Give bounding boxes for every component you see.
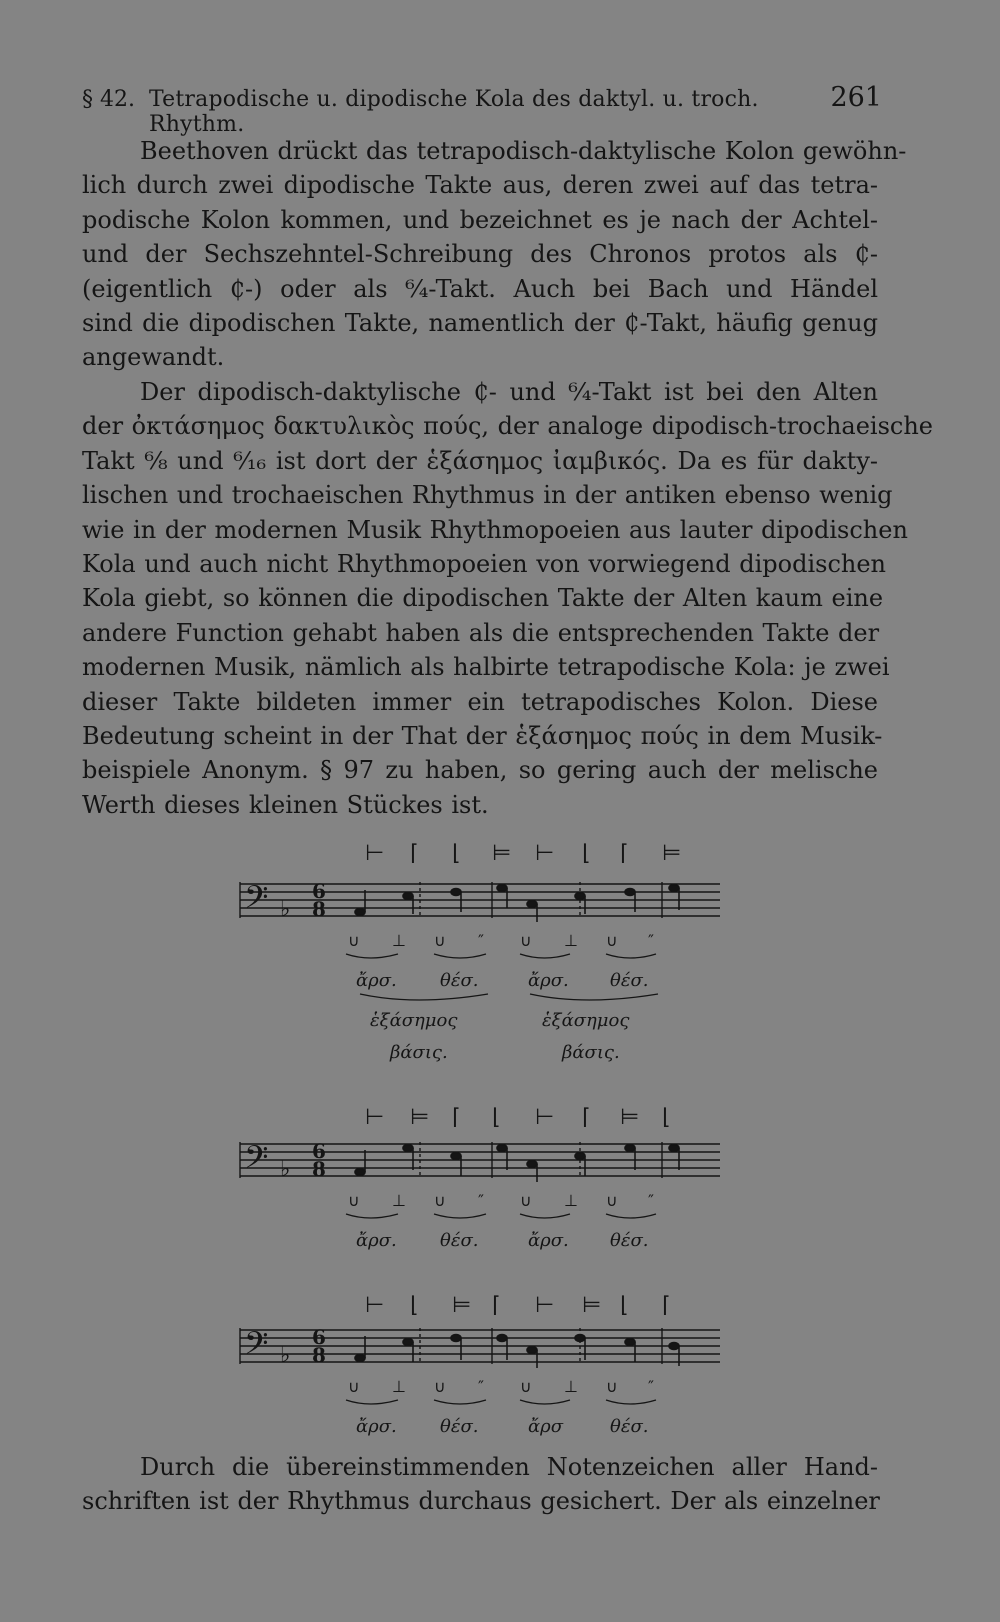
flat-icon: ♭ bbox=[280, 1157, 291, 1182]
rhythm-signs bbox=[365, 1105, 671, 1130]
music-example-1 bbox=[230, 828, 730, 1068]
rhythm-sign: ⌊ bbox=[662, 1105, 671, 1130]
rhythm-signs bbox=[365, 1293, 671, 1318]
syllables bbox=[356, 1230, 649, 1251]
section-number: § 42. bbox=[82, 87, 135, 112]
rhythm-sign: ⊨ bbox=[582, 1293, 602, 1318]
syllable: ἄρσ. bbox=[528, 970, 569, 991]
meter-mark: ∪ bbox=[434, 1191, 446, 1210]
text-line: und der Sechszehntel-Schreibung des Chronos protos als ₵- bbox=[82, 240, 878, 269]
staff-system-2 bbox=[230, 1092, 730, 1252]
note-head bbox=[575, 1335, 585, 1342]
rhythm-sign: ⊨ bbox=[620, 1105, 640, 1130]
syllable: ἄρσ bbox=[528, 1416, 564, 1437]
meter-mark: ∪ bbox=[348, 931, 360, 950]
rhythm-sign: ⌊ bbox=[410, 1293, 419, 1318]
syllable: θέσ. bbox=[610, 970, 649, 991]
meter-mark: ⊥ bbox=[392, 931, 406, 950]
note-head bbox=[451, 889, 461, 896]
rhythm-sign: ⊨ bbox=[452, 1293, 472, 1318]
text-line: schriften ist der Rhythmus durchaus gesichert. Der als einzelner bbox=[82, 1487, 880, 1516]
meter-mark: ∪ bbox=[520, 931, 532, 950]
meter-mark: ⊥ bbox=[564, 1191, 578, 1210]
text-line: wie in der modernen Musik Rhythmopoeien aus lauter dipodischen bbox=[82, 515, 908, 544]
note-head bbox=[527, 1347, 537, 1354]
note-head bbox=[625, 1145, 635, 1152]
syllables bbox=[356, 1416, 649, 1437]
group-label: βάσις. bbox=[390, 1042, 448, 1063]
meter-mark: ∪ bbox=[434, 931, 446, 950]
note-head bbox=[451, 1153, 461, 1160]
text-line: Takt ⁶⁄₈ und ⁶⁄₁₆ ist dort der ἑξάσημος ἰαμβικός. Da es für dakty- bbox=[82, 446, 878, 475]
meter-mark: ⊥ bbox=[564, 1377, 578, 1396]
meter-mark: ∪ bbox=[520, 1377, 532, 1396]
note-head bbox=[575, 1153, 585, 1160]
time-signature-bottom: 8 bbox=[312, 897, 326, 921]
text-line: Bedeutung scheint in der That der ἑξάσημος πούς in dem Musik- bbox=[82, 721, 883, 750]
meter-mark: ″ bbox=[648, 1377, 654, 1396]
time-signature-top: 6 bbox=[312, 879, 326, 903]
bass-clef-icon: 𝄢 bbox=[244, 1325, 269, 1369]
note-head bbox=[497, 885, 507, 892]
note-head bbox=[527, 1161, 537, 1168]
rhythm-sign: ⊢ bbox=[365, 1105, 385, 1130]
syllable: ἄρσ. bbox=[356, 970, 397, 991]
syllable: ἄρσ. bbox=[356, 1416, 397, 1437]
time-signature-top: 6 bbox=[312, 1139, 326, 1163]
rhythm-sign: ⌈ bbox=[582, 1105, 591, 1130]
rhythm-sign: ⊢ bbox=[365, 1293, 385, 1318]
meter-mark: ″ bbox=[478, 1191, 484, 1210]
text-line: Durch die übereinstimmenden Notenzeichen aller Hand- bbox=[140, 1453, 878, 1481]
time-signature-bottom: 8 bbox=[312, 1157, 326, 1181]
flat-icon: ♭ bbox=[280, 1343, 291, 1368]
text-line: Der dipodisch-daktylische ₵- und ⁶⁄₄-Takt ist bei den Alten bbox=[140, 378, 878, 406]
running-header bbox=[82, 82, 882, 137]
group-label: ἑξάσημος bbox=[370, 1010, 458, 1031]
meter-mark: ∪ bbox=[348, 1191, 360, 1210]
text-line: Beethoven drückt das tetrapodisch-daktylische Kolon gewöhn- bbox=[140, 137, 907, 165]
notes bbox=[355, 1335, 679, 1369]
meter-marks bbox=[348, 1377, 654, 1396]
note-head bbox=[355, 909, 365, 916]
text-line: angewandt. bbox=[82, 343, 225, 372]
rhythm-signs bbox=[365, 841, 681, 866]
group-label: βάσις. bbox=[562, 1042, 620, 1063]
rhythm-sign: ⌈ bbox=[410, 841, 419, 866]
meter-mark: ⊥ bbox=[564, 931, 578, 950]
staff-system-1 bbox=[230, 828, 730, 1068]
text-line: Kola und auch nicht Rhythmopoeien von vorwiegend dipodischen bbox=[82, 549, 887, 578]
syllable: θέσ. bbox=[610, 1230, 649, 1251]
meter-mark: ∪ bbox=[606, 1191, 618, 1210]
meter-mark: ∪ bbox=[348, 1377, 360, 1396]
note-head bbox=[451, 1335, 461, 1342]
slurs bbox=[346, 1400, 656, 1404]
syllable: ἄρσ. bbox=[356, 1230, 397, 1251]
note-head bbox=[403, 1145, 413, 1152]
note-head bbox=[403, 1339, 413, 1346]
syllable: θέσ. bbox=[610, 1416, 649, 1437]
rhythm-sign: ⊨ bbox=[492, 841, 512, 866]
meter-marks bbox=[348, 1191, 654, 1210]
staff-system-3 bbox=[230, 1280, 730, 1440]
text-line: andere Function gehabt haben als die entsprechenden Takte der bbox=[82, 618, 880, 647]
text-line: (eigentlich ₵-) oder als ⁶⁄₄-Takt. Auch bei Bach und Händel bbox=[82, 274, 878, 303]
note-head bbox=[403, 893, 413, 900]
meter-mark: ∪ bbox=[520, 1191, 532, 1210]
rhythm-sign: ⊢ bbox=[535, 841, 555, 866]
text-line: Werth dieses kleinen Stückes ist. bbox=[82, 790, 489, 819]
meter-marks bbox=[348, 931, 654, 950]
text-line: dieser Takte bildeten immer ein tetrapodisches Kolon. Diese bbox=[82, 687, 878, 716]
time-signature-top: 6 bbox=[312, 1325, 326, 1349]
meter-mark: ″ bbox=[648, 1191, 654, 1210]
running-title: Tetrapodische u. dipodische Kola des daktyl. u. troch. Rhythm. bbox=[148, 87, 759, 137]
page-number: 261 bbox=[830, 82, 882, 113]
note-head bbox=[497, 1145, 507, 1152]
note-head bbox=[527, 901, 537, 908]
syllable: θέσ. bbox=[440, 1230, 479, 1251]
paragraph-3 bbox=[82, 1450, 878, 1519]
meter-mark: ″ bbox=[648, 931, 654, 950]
group-label: ἑξάσημος bbox=[542, 1010, 630, 1031]
note-head bbox=[625, 889, 635, 896]
meter-mark: ∪ bbox=[606, 931, 618, 950]
syllable: θέσ. bbox=[440, 1416, 479, 1437]
note-head bbox=[669, 1145, 679, 1152]
rhythm-sign: ⌈ bbox=[452, 1105, 461, 1130]
rhythm-sign: ⌊ bbox=[452, 841, 461, 866]
syllable: θέσ. bbox=[440, 970, 479, 991]
rhythm-sign: ⌈ bbox=[662, 1293, 671, 1318]
music-example-2 bbox=[230, 1092, 730, 1252]
rhythm-sign: ⌈ bbox=[620, 841, 629, 866]
rhythm-sign: ⌊ bbox=[620, 1293, 629, 1318]
paragraph-1 bbox=[82, 134, 907, 375]
text-line: beispiele Anonym. § 97 zu haben, so gering auch der melische bbox=[82, 756, 878, 785]
text-line: der ὀκτάσημος δακτυλικὸς πούς, der analoge dipodisch-trochaeische bbox=[82, 412, 934, 441]
text-line: lich durch zwei dipodische Takte aus, deren zwei auf das tetra- bbox=[82, 171, 878, 200]
meter-mark: ⊥ bbox=[392, 1191, 406, 1210]
flat-icon: ♭ bbox=[280, 897, 291, 922]
meter-mark: ⊥ bbox=[392, 1377, 406, 1396]
note-head bbox=[355, 1169, 365, 1176]
bass-clef-icon: 𝄢 bbox=[244, 879, 269, 923]
paragraph-2 bbox=[82, 375, 934, 822]
slurs bbox=[346, 1214, 656, 1218]
text-line: modernen Musik, nämlich als halbirte tetrapodische Kola: je zwei bbox=[82, 653, 890, 682]
note-head bbox=[355, 1355, 365, 1362]
meter-mark: ″ bbox=[478, 931, 484, 950]
rhythm-sign: ⊨ bbox=[662, 841, 682, 866]
note-head bbox=[575, 893, 585, 900]
meter-mark: ″ bbox=[478, 1377, 484, 1396]
note-head bbox=[497, 1335, 507, 1342]
note-head bbox=[625, 1339, 635, 1346]
rhythm-sign: ⌊ bbox=[492, 1105, 501, 1130]
text-line: lischen und trochaeischen Rhythmus in der antiken ebenso wenig bbox=[82, 481, 893, 510]
rhythm-sign: ⊢ bbox=[535, 1293, 555, 1318]
note-head bbox=[669, 1343, 679, 1350]
rhythm-sign: ⌊ bbox=[582, 841, 591, 866]
meter-mark: ∪ bbox=[434, 1377, 446, 1396]
text-line: Kola giebt, so können die dipodischen Takte der Alten kaum eine bbox=[82, 584, 884, 613]
bass-clef-icon: 𝄢 bbox=[244, 1139, 269, 1183]
rhythm-sign: ⊢ bbox=[535, 1105, 555, 1130]
note-head bbox=[669, 885, 679, 892]
group-labels bbox=[370, 1010, 630, 1063]
rhythm-sign: ⊨ bbox=[410, 1105, 430, 1130]
text-line: podische Kolon kommen, und bezeichnet es je nach der Achtel- bbox=[82, 205, 878, 234]
syllables bbox=[356, 970, 649, 991]
rhythm-sign: ⌈ bbox=[492, 1293, 501, 1318]
time-signature-bottom: 8 bbox=[312, 1343, 326, 1367]
music-example-3 bbox=[230, 1280, 730, 1440]
meter-mark: ∪ bbox=[606, 1377, 618, 1396]
text-line: sind die dipodischen Takte, namentlich der ₵-Takt, häufig genug bbox=[82, 308, 878, 337]
rhythm-sign: ⊢ bbox=[365, 841, 385, 866]
syllable: ἄρσ. bbox=[528, 1230, 569, 1251]
